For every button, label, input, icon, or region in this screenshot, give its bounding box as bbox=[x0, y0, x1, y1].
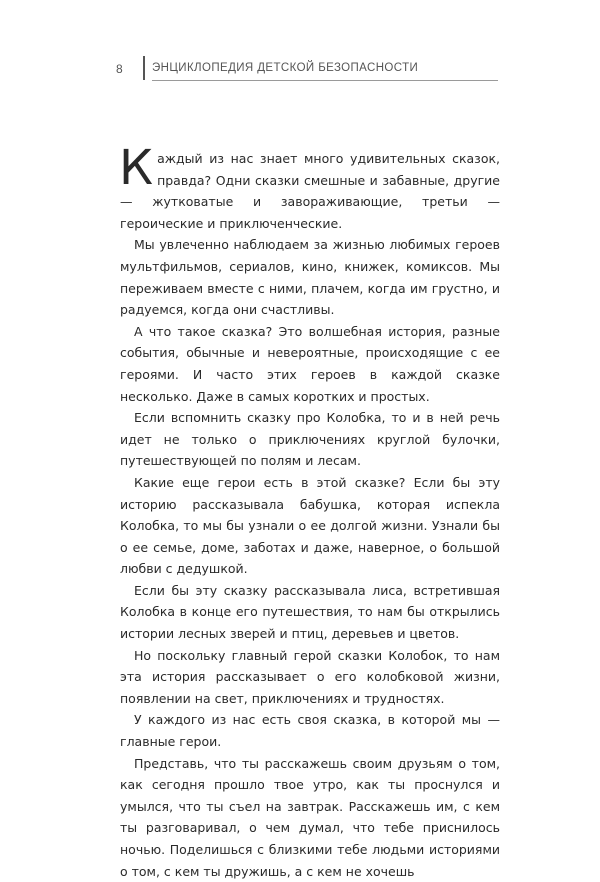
paragraph: Представь, что ты расскажешь своим друзьям о том, как сегодня прошло твое утро, как ты проснулся и умылся, что ты съел на завтрак. Расскажешь им, с кем ты разговаривал, о чем думал, что тебе приснилось ночью. Поделишься с близкими тебе людьми историями о том, с кем ты дружишь, а с кем не хочешь bbox=[120, 755, 500, 879]
paragraph-text: аждый из нас знает много удивительных сказок, правда? Одни сказки смешные и забавные, другие — жутковатые и завораживающие, третьи — героические и приключенческие. bbox=[120, 151, 500, 231]
paragraph: У каждого из нас есть своя сказка, в которой мы — главные герои. bbox=[120, 712, 500, 750]
drop-cap: К bbox=[119, 140, 154, 196]
paragraph: Если вспомнить сказку про Колобка, то и в ней речь идет не только о приключениях круглой булочки, путешествующей по полям и лесам. bbox=[120, 410, 500, 469]
paragraph: Если бы эту сказку рассказывала лиса, встретившая Колобка в конце его путешествия, то нам бы открылись истории лесных зверей и птиц, деревьев и цветов. bbox=[120, 582, 500, 642]
running-head: ЭНЦИКЛОПЕДИЯ ДЕТСКОЙ БЕЗОПАСНОСТИ bbox=[152, 62, 419, 74]
paragraph bbox=[119, 140, 500, 234]
paragraph: Какие еще герои есть в этой сказке? Если бы эту историю рассказывала бабушка, которая испекла Колобка, то мы бы узнали о ее долгой жизни. Узнали бы о ее семье, доме, заботах и даже, наверное, о большой любви с дедушкой. bbox=[120, 474, 500, 577]
paragraph: А что такое сказка? Это волшебная история, разные события, обычные и невероятные, происходящие с ее героями. И часто этих героев в каждой сказке несколько. Даже в самых коротких и простых. bbox=[120, 323, 500, 404]
page-number: 8 bbox=[116, 62, 123, 76]
paragraph: Мы увлеченно наблюдаем за жизнью любимых героев мультфильмов, сериалов, кино, книжек, комиксов. Мы переживаем вместе с ними, плачем, когда им грустно, и радуемся, когда они счастливы. bbox=[120, 237, 500, 318]
paragraph: Но поскольку главный герой сказки Колобок, то нам эта история рассказывает о его колобковой жизни, появлении на свет, приключениях и трудностях. bbox=[120, 647, 500, 706]
body-text bbox=[119, 140, 500, 882]
header-underline bbox=[152, 80, 498, 81]
header-divider bbox=[143, 56, 145, 80]
